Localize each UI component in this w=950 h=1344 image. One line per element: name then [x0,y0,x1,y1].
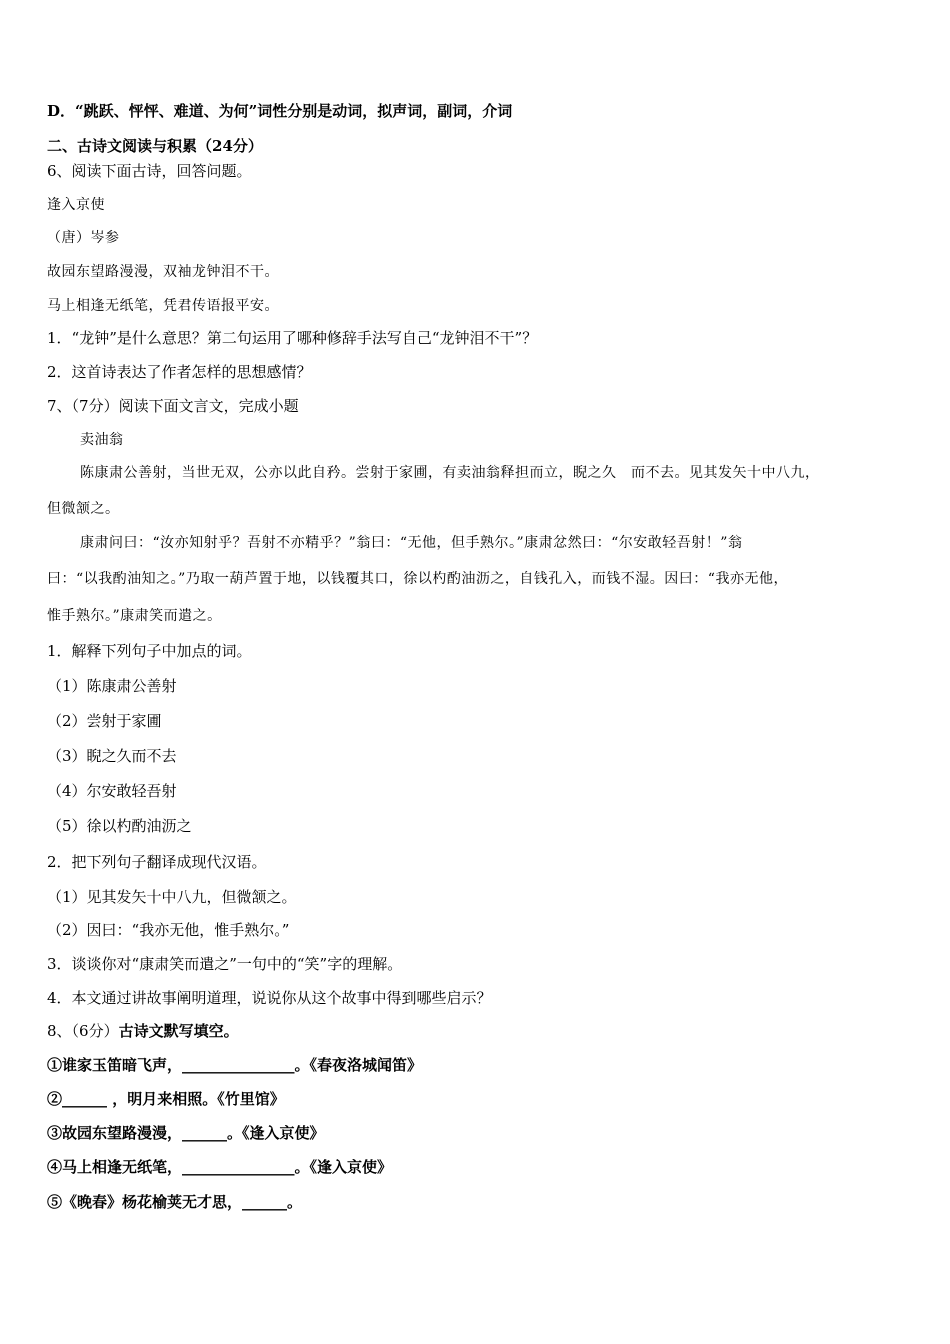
question-7-1-item-5: （5）徐以杓酌油沥之 [47,817,192,835]
question-7-1-item-4: （4）尔安敢轻吾射 [47,782,177,800]
section-heading: 二、古诗文阅读与积累（24分） [47,137,263,155]
question-8-instruction: 古诗文默写填空。 [118,1022,239,1040]
poem-line-1: 故园东望路漫漫，双袖龙钟泪不干。 [47,264,279,280]
fill-in-4: ④马上相逢无纸笔，_______________。《逢入京使》 [47,1158,393,1176]
question-7-1: 1．解释下列句子中加点的词。 [47,642,252,660]
question-7-3: 3．谈谈你对“康肃笑而遣之”一句中的“笑”字的理解。 [47,955,403,973]
fill-in-3: ③故园东望路漫漫，______。《逢入京使》 [47,1124,325,1142]
question-7-2-item-2: （2）因曰：“我亦无他，惟手熟尔。” [47,921,290,939]
fill-in-5: ⑤《晚春》杨花榆荚无才思，______。 [47,1193,303,1211]
question-7-2-item-1: （1）见其发矢十中八九，但微颔之。 [47,888,297,906]
fill-in-1: ①谁家玉笛暗飞声，_______________。《春夜洛城闻笛》 [47,1056,423,1074]
question-7-prompt: 7、（7分）阅读下面文言文，完成小题 [47,397,299,415]
poem-line-2: 马上相逢无纸笔，凭君传语报平安。 [47,298,279,314]
question-7-2: 2．把下列句子翻译成现代汉语。 [47,853,267,871]
question-6-1: 1．“龙钟”是什么意思？第二句运用了哪种修辞手法写自己“龙钟泪不干”？ [47,329,538,347]
question-7-4: 4．本文通过讲故事阐明道理，说说你从这个故事中得到哪些启示？ [47,989,492,1007]
question-6-prompt: 6、阅读下面古诗，回答问题。 [47,162,252,180]
poem-author: （唐）岑参 [47,230,120,246]
passage-para-2-line-3: 惟手熟尔。”康肃笑而遣之。 [47,608,222,624]
question-7-1-item-1: （1）陈康肃公善射 [47,677,177,695]
passage-para-1-line-2: 但微颔之。 [47,501,120,517]
poem-title: 逢入京使 [47,197,105,213]
question-7-1-item-3: （3）睨之久而不去 [47,747,177,765]
question-7-1-item-2: （2）尝射于家圃 [47,712,162,730]
passage-para-2-line-1: 康肃问曰：“汝亦知射乎？吾射不亦精乎？”翁曰：“无他，但手熟尔。”康肃忿然曰：“尔安敢轻吾射！”翁 [80,535,743,551]
fill-in-2: ②______ ，明月来相照。《竹里馆》 [47,1090,285,1108]
passage-para-1-line-1: 陈康肃公善射，当世无双，公亦以此自矜。尝射于家圃，有卖油翁释担而立，睨之久 而不去。见其发矢十中八九， [80,465,820,481]
question-6-2: 2．这首诗表达了作者怎样的思想感情？ [47,363,312,381]
question-8-number: 8、（6分） [47,1022,119,1040]
question-8-prompt [47,1021,239,1041]
option-d: D．“跳跃、怦怦、难道、为何”词性分别是动词，拟声词，副词，介词 [47,102,513,120]
passage-para-2-line-2: 曰：“以我酌油知之。”乃取一葫芦置于地，以钱覆其口，徐以杓酌油沥之，自钱孔入，而钱不湿。因曰：“我亦无他， [47,571,788,587]
passage-title: 卖油翁 [80,432,124,448]
